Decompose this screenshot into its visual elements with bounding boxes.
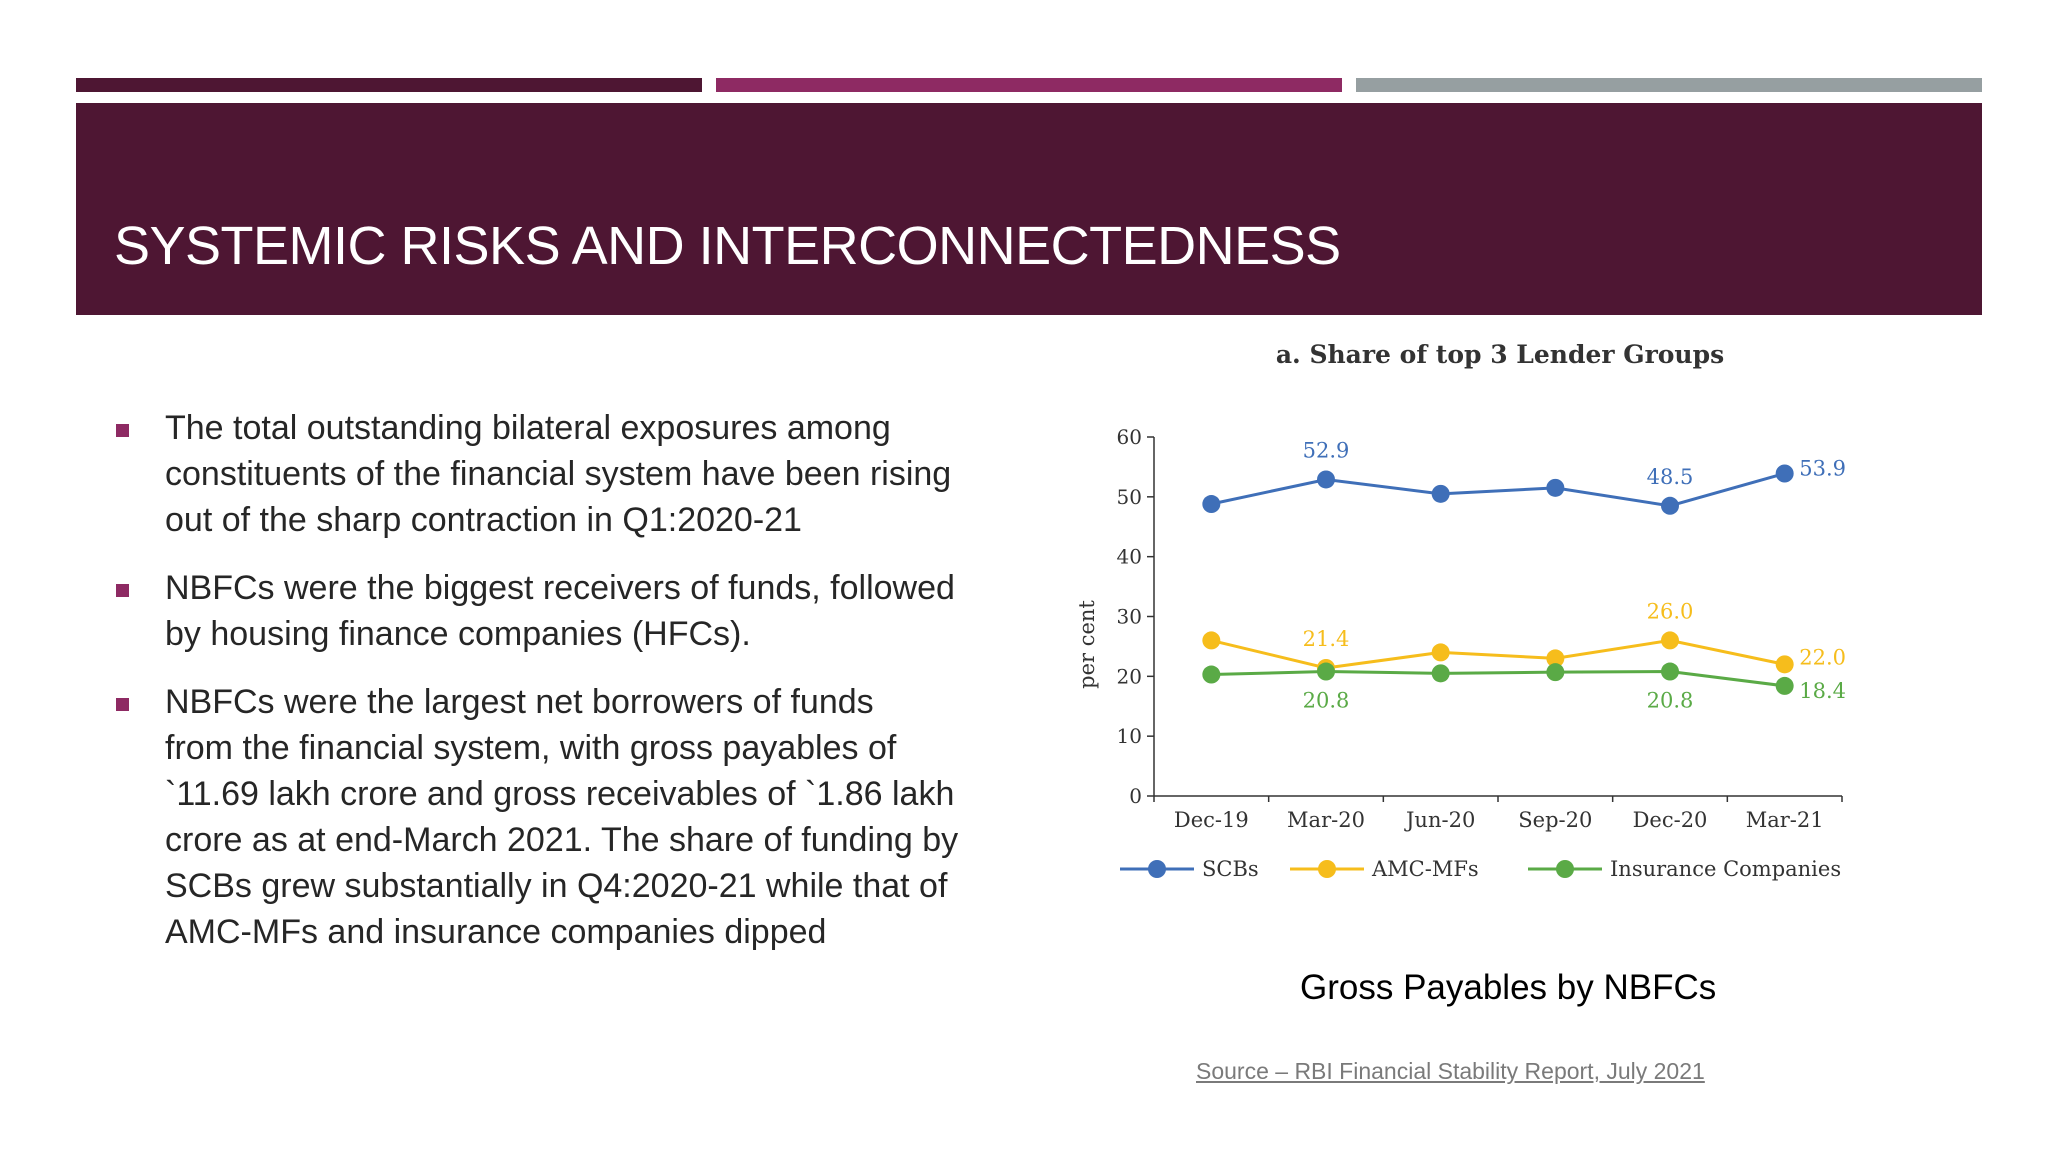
y-tick-label: 0 bbox=[1129, 784, 1142, 808]
x-tick-label: Sep-20 bbox=[1518, 808, 1593, 832]
data-point bbox=[1776, 464, 1794, 482]
legend-swatch-marker bbox=[1148, 860, 1166, 878]
bullet-list bbox=[112, 405, 1012, 977]
x-tick-label: Mar-21 bbox=[1745, 808, 1824, 832]
accent-bar-magenta bbox=[716, 78, 1342, 92]
y-tick-label: 50 bbox=[1116, 484, 1142, 509]
bullet-item bbox=[112, 679, 1012, 955]
data-point bbox=[1202, 495, 1220, 513]
legend-swatch-marker bbox=[1556, 860, 1574, 878]
accent-bar-dark bbox=[76, 78, 702, 92]
legend-label: SCBs bbox=[1202, 857, 1259, 881]
data-point bbox=[1317, 470, 1335, 488]
x-tick-label: Dec-20 bbox=[1632, 808, 1708, 832]
data-point bbox=[1776, 655, 1794, 673]
chart-caption: Gross Payables by NBFCs bbox=[1300, 968, 1717, 1007]
y-tick-label: 40 bbox=[1116, 544, 1142, 569]
chart-title: a. Share of top 3 Lender Groups bbox=[1275, 340, 1725, 369]
data-point bbox=[1776, 677, 1794, 695]
bullet-item bbox=[112, 405, 1012, 543]
x-tick-label: Dec-19 bbox=[1173, 808, 1249, 832]
square-bullet-icon bbox=[116, 584, 129, 597]
series-line-insurance-companies bbox=[1211, 672, 1784, 686]
data-point bbox=[1432, 664, 1450, 682]
x-tick-label: Mar-20 bbox=[1287, 808, 1365, 832]
x-tick-label: Jun-20 bbox=[1406, 808, 1476, 832]
legend-label: Insurance Companies bbox=[1610, 857, 1842, 881]
data-point bbox=[1202, 666, 1220, 684]
data-label: 53.9 bbox=[1799, 456, 1847, 481]
series-line-scbs bbox=[1211, 473, 1784, 505]
bullet-item bbox=[112, 565, 1012, 657]
bullet-text: NBFCs were the largest net borrowers of funds from the financial system, with gross payables of `11.69 lakh crore and gross receivables of `1.86 lakh crore as at end-March 2021. The share of funding by SCBs grew substantially in Q4:2020-21 while that of AMC-MFs and insurance companies dipped bbox=[165, 683, 959, 951]
source-link[interactable]: Source – RBI Financial Stability Report, July 2021 bbox=[1196, 1058, 1705, 1084]
square-bullet-icon bbox=[116, 424, 129, 437]
legend-swatch-marker bbox=[1318, 860, 1336, 878]
data-point bbox=[1661, 497, 1679, 515]
data-point bbox=[1546, 479, 1564, 497]
y-tick-label: 30 bbox=[1116, 604, 1142, 629]
legend-label: AMC-MFs bbox=[1372, 857, 1479, 881]
data-point bbox=[1432, 485, 1450, 503]
line-chart bbox=[1060, 405, 1860, 895]
square-bullet-icon bbox=[116, 698, 129, 711]
data-point bbox=[1661, 663, 1679, 681]
title-band bbox=[76, 103, 1982, 315]
data-label: 18.4 bbox=[1799, 678, 1847, 703]
data-point bbox=[1661, 631, 1679, 649]
y-tick-label: 10 bbox=[1116, 724, 1142, 749]
data-label: 52.9 bbox=[1302, 438, 1350, 463]
bullet-text: NBFCs were the biggest receivers of funds, followed by housing finance companies (HFCs). bbox=[165, 569, 955, 653]
data-point bbox=[1317, 663, 1335, 681]
data-label: 22.0 bbox=[1799, 645, 1847, 670]
slide-title: SYSTEMIC RISKS AND INTERCONNECTEDNESS bbox=[114, 216, 1341, 276]
data-label: 20.8 bbox=[1302, 688, 1350, 713]
y-tick-label: 20 bbox=[1116, 664, 1142, 689]
series-line-amc-mfs bbox=[1211, 640, 1784, 668]
bullet-text: The total outstanding bilateral exposures among constituents of the financial system have been rising out of the sharp contraction in Q1:2020-21 bbox=[165, 409, 952, 539]
data-point bbox=[1432, 643, 1450, 661]
data-point bbox=[1202, 631, 1220, 649]
y-axis-label: per cent bbox=[1075, 600, 1099, 689]
y-tick-label: 60 bbox=[1116, 425, 1142, 449]
accent-bar-gray bbox=[1356, 78, 1982, 92]
data-label: 21.4 bbox=[1302, 626, 1350, 651]
data-label: 26.0 bbox=[1646, 599, 1694, 624]
data-point bbox=[1546, 663, 1564, 681]
data-label: 20.8 bbox=[1646, 688, 1694, 713]
data-label: 48.5 bbox=[1646, 464, 1694, 489]
